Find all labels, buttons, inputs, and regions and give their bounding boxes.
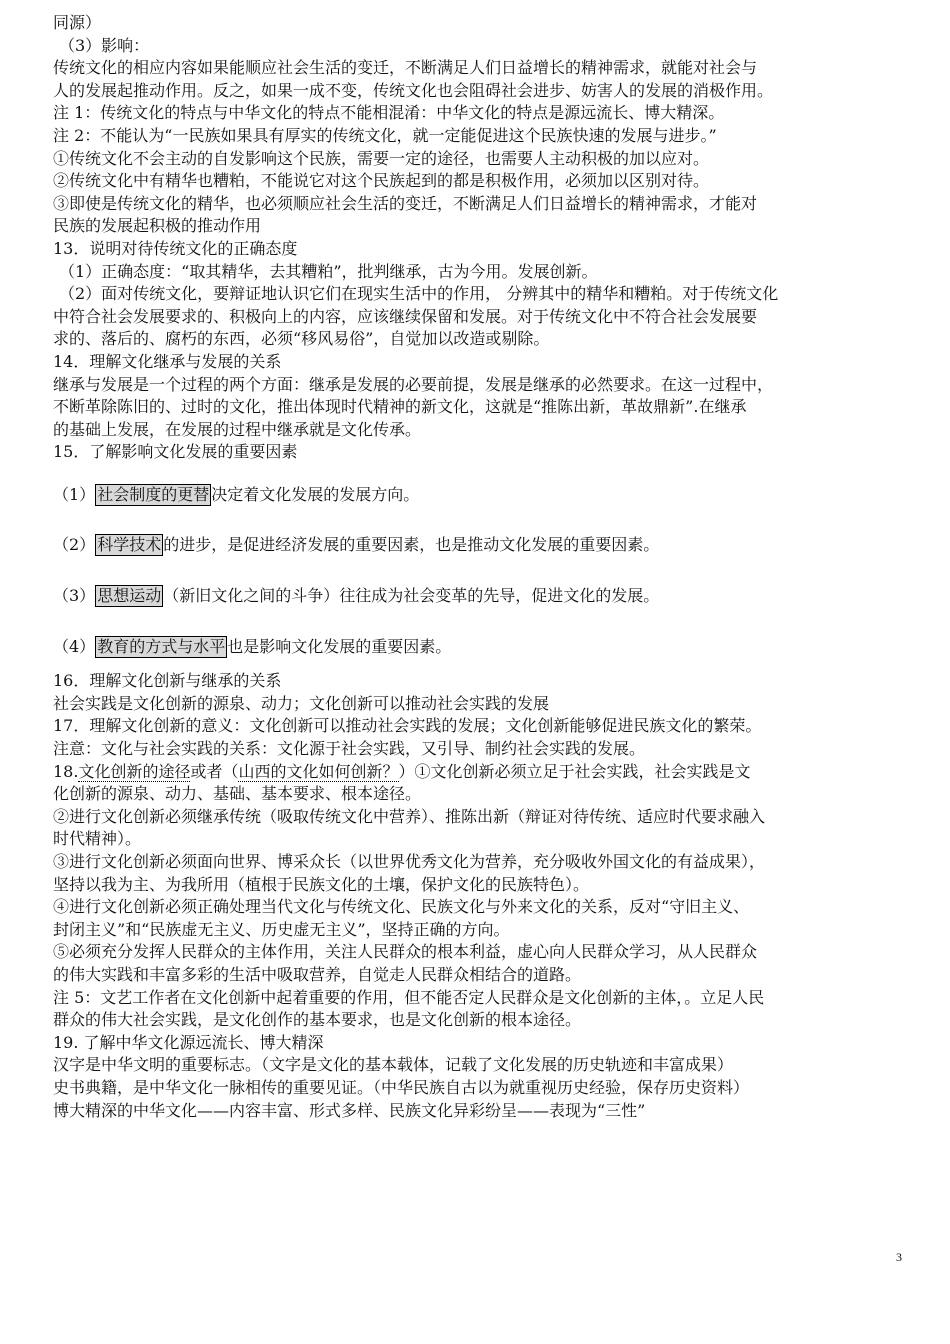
list-item: ④进行文化创新必须正确处理当代文化与传统文化、民族文化与外来文化的关系，反对“守旧主义、 — [53, 897, 750, 917]
connector-text: 或者（ — [190, 761, 239, 781]
section-heading: （3）影响： — [59, 35, 150, 55]
factor-text: 也是影响文化发展的重要因素。 — [227, 636, 452, 656]
list-item: ③进行文化创新必须面向世界、博采众长（以世界优秀文化为营养，充分吸收外国文化的有益成果）， — [53, 852, 766, 871]
question-heading: 16．理解文化创新与继承的关系 — [53, 671, 282, 691]
factor-item — [53, 534, 901, 557]
text-line: 传统文化的相应内容如果能顺应社会生活的变迁，不断满足人们日益增长的精神需求，就能对社会与 — [53, 58, 758, 78]
list-item: ②传统文化中有精华也糟粕，不能说它对这个民族起到的都是积极作用，必须加以区别对待。 — [53, 171, 710, 191]
text-line: 人的发展起推动作用。反之，如果一成不变，传统文化也会阻碍社会进步、妨害人的发展的消极作用。 — [53, 80, 774, 100]
question-heading: 15．了解影响文化发展的重要因素 — [53, 442, 298, 462]
factor-highlight: 思想运动 — [97, 586, 162, 606]
underlined-topic: 山西的文化如何创新？ — [238, 761, 399, 781]
factor-item — [53, 484, 901, 507]
note-line: 注意：文化与社会实践的关系：文化源于社会实践，又引导、制约社会实践的发展。 — [53, 739, 646, 759]
note-line: 注 2：不能认为“一民族如果具有厚实的传统文化，就一定能促进这个民族快速的发展与进步。” — [53, 125, 717, 145]
question-heading: 13．说明对待传统文化的正确态度 — [53, 238, 298, 258]
question-heading: 19. 了解中华文化源远流长、博大精深 — [53, 1032, 324, 1052]
note-line: 注 5：文艺工作者在文化创新中起着重要的作用，但不能否定人民群众是文化创新的主体，。立足人民 — [53, 987, 765, 1007]
text-line: 社会实践是文化创新的源泉、动力；文化创新可以推动社会实践的发展 — [53, 693, 550, 713]
text-line: 坚持以我为主、为我所用（植根于民族文化的土壤，保护文化的民族特色）。 — [53, 874, 590, 894]
factor-text: 决定着文化发展的发展方向。 — [211, 484, 420, 504]
text-line: 化创新的源泉、动力、基础、基本要求、根本途径。 — [53, 784, 422, 804]
factor-item — [53, 636, 901, 659]
factor-highlight: 社会制度的更替 — [97, 484, 210, 504]
list-item: （1）正确态度：“取其精华，去其糟粕”，批判继承，古为今用。发展创新。 — [59, 261, 598, 281]
text-line: 求的、落后的、腐朽的东西，必须“移风易俗”，自觉加以改造或剔除。 — [53, 329, 550, 349]
list-item: ③即使是传统文化的精华，也必须顺应社会生活的变迁，不断满足人们日益增长的精神需求，才能对 — [53, 193, 758, 213]
question-heading: 17．理解文化创新的意义：文化创新可以推动社会实践的发展；文化创新能够促进民族文化的繁荣。 — [53, 716, 762, 736]
list-item: ①传统文化不会主动的自发影响这个民族，需要一定的途径，也需要人主动积极的加以应对。 — [53, 148, 710, 168]
text-line: 封闭主义”和“民族虚无主义、历史虚无主义”，坚持正确的方向。 — [53, 919, 510, 939]
question-heading: 14．理解文化继承与发展的关系 — [53, 351, 282, 371]
question-heading — [53, 761, 901, 784]
text-line: 史书典籍，是中华文化一脉相传的重要见证。（中华民族自古以为就重视历史经验，保存历史资料） — [53, 1077, 750, 1097]
list-item: ②进行文化创新必须继承传统（吸取传统文化中营养）、推陈出新（辩证对待传统、适应时代要求融入 — [53, 806, 766, 826]
question-number: 18. — [53, 761, 79, 781]
text-line: 博大精深的中华文化——内容丰富、形式多样、民族文化异彩纷呈——表现为“三性” — [53, 1100, 646, 1120]
factor-highlight: 教育的方式与水平 — [97, 636, 226, 656]
list-item: ⑤必须充分发挥人民群众的主体作用，关注人民群众的根本利益，虚心向人民群众学习，从人民群众 — [53, 942, 758, 962]
underlined-topic: 文化创新的途径 — [78, 761, 191, 781]
text-line: 民族的发展起积极的推动作用 — [53, 216, 262, 236]
text-line: 汉字是中华文明的重要标志。（文字是文化的基本载体，记载了文化发展的历史轨迹和丰富成果） — [53, 1055, 734, 1075]
text-line: 群众的伟大社会实践，是文化创作的基本要求，也是文化创新的根本途径。 — [53, 1010, 582, 1030]
factor-prefix: （2） — [53, 535, 96, 555]
factor-item — [53, 585, 901, 608]
page-number: 3 — [896, 1250, 902, 1264]
text-line: 时代精神）。 — [53, 829, 142, 849]
text-line: 不断革除陈旧的、过时的文化，推出体现时代精神的新文化，这就是“推陈出新，革故鼎新”.在继承 — [53, 397, 747, 417]
factor-prefix: （3） — [53, 586, 96, 606]
factor-highlight: 科学技术 — [97, 535, 162, 555]
text-line: 的基础上发展，在发展的过程中继承就是文化传承。 — [53, 419, 422, 439]
list-item: （2）面对传统文化，要辩证地认识它们在现实生活中的作用， 分辨其中的精华和糟粕。对于传统文化 — [59, 284, 779, 304]
factor-prefix: （4） — [53, 636, 96, 656]
note-line: 注 1：传统文化的特点与中华文化的特点不能相混淆：中华文化的特点是源远流长、博大精深。 — [53, 103, 725, 123]
text-line: 中符合社会发展要求的、积极向上的内容，应该继续保留和发展。对于传统文化中不符合社会发展要 — [53, 306, 758, 326]
factor-text: （新旧文化之间的斗争）往往成为社会变革的先导，促进文化的发展。 — [163, 586, 660, 606]
document-body — [53, 12, 901, 1122]
text-fragment: ）①文化创新必须立足于社会实践，社会实践是文 — [398, 761, 751, 781]
factor-text: 的进步，是促进经济发展的重要因素，也是推动文化发展的重要因素。 — [163, 535, 660, 555]
text-line: 同源） — [53, 13, 102, 32]
text-line: 继承与发展是一个过程的两个方面：继承是发展的必要前提，发展是继承的必然要求。在这一过程中， — [53, 374, 774, 394]
factor-prefix: （1） — [53, 484, 96, 504]
text-line: 的伟大实践和丰富多彩的生活中吸取营养，自觉走人民群众相结合的道路。 — [53, 964, 582, 984]
